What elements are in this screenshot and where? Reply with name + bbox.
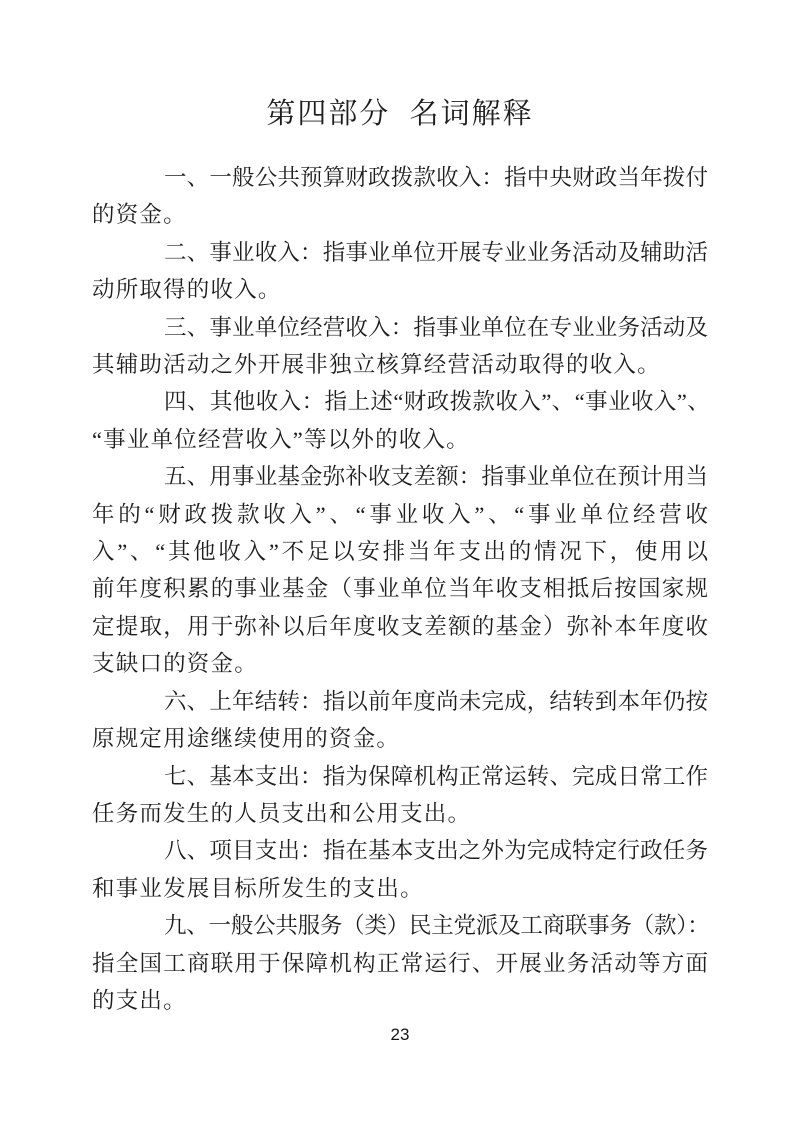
text-line: 二、事业收入：指事业单位开展专业业务活动及辅助活 [164,239,708,265]
paragraph-1 [92,159,708,234]
document-body [92,159,708,1019]
text-line: 一、一般公共预算财政拨款收入：指中央财政当年拨付 [164,165,708,190]
document-title: 第四部分 名词解释 [266,98,534,130]
text-line: 的支出。 [92,987,187,1013]
text-line: 定提取，用于弥补以后年度收支差额的基金）弥补本年度收 [92,613,708,639]
text-line: 八、项目支出：指在基本支出之外为完成特定行政任务 [164,838,708,864]
text-line: 支缺口的资金。 [92,651,258,677]
paragraph-2 [92,234,708,309]
text-line: 年的“财政拨款收入”、“事业收入”、“事业单位经营收 [92,501,708,527]
text-line: 原规定用途继续使用的资金。 [92,726,401,752]
text-line: 动所取得的收入。 [92,277,282,303]
text-line: 三、事业单位经营收入：指事业单位在专业业务活动及 [164,314,708,340]
paragraph-8 [92,832,708,907]
text-line: 其辅助活动之外开展非独立核算经营活动取得的收入。 [92,352,661,378]
text-line: 和事业发展目标所发生的支出。 [92,875,424,901]
paragraph-4 [92,383,708,458]
paragraph-3 [92,309,708,384]
paragraph-5 [92,458,708,682]
paragraph-6 [92,683,708,758]
text-line: 七、基本支出：指为保障机构正常运转、完成日常工作 [164,763,708,789]
text-line: 指全国工商联用于保障机构正常运行、开展业务活动等方面 [92,950,708,976]
text-line: 任务而发生的人员支出和公用支出。 [92,800,472,826]
paragraph-7 [92,758,708,833]
page-number: 23 [390,1025,410,1044]
text-line: 入”、“其他收入”不足以安排当年支出的情况下，使用以 [92,539,708,565]
text-line: 九、一般公共服务（类）民主党派及工商联事务（款）： [164,913,708,939]
text-line: 的资金。 [92,202,187,228]
text-line: 前年度积累的事业基金（事业单位当年收支相抵后按国家规 [92,576,708,602]
text-line: “事业单位经营收入”等以外的收入。 [92,426,470,452]
text-line: 五、用事业基金弥补收支差额：指事业单位在预计用当 [164,464,708,490]
text-line: 四、其他收入：指上述“财政拨款收入”、“事业收入”、 [164,389,708,415]
text-line: 六、上年结转：指以前年度尚未完成，结转到本年仍按 [164,688,708,714]
paragraph-9 [92,907,708,1019]
